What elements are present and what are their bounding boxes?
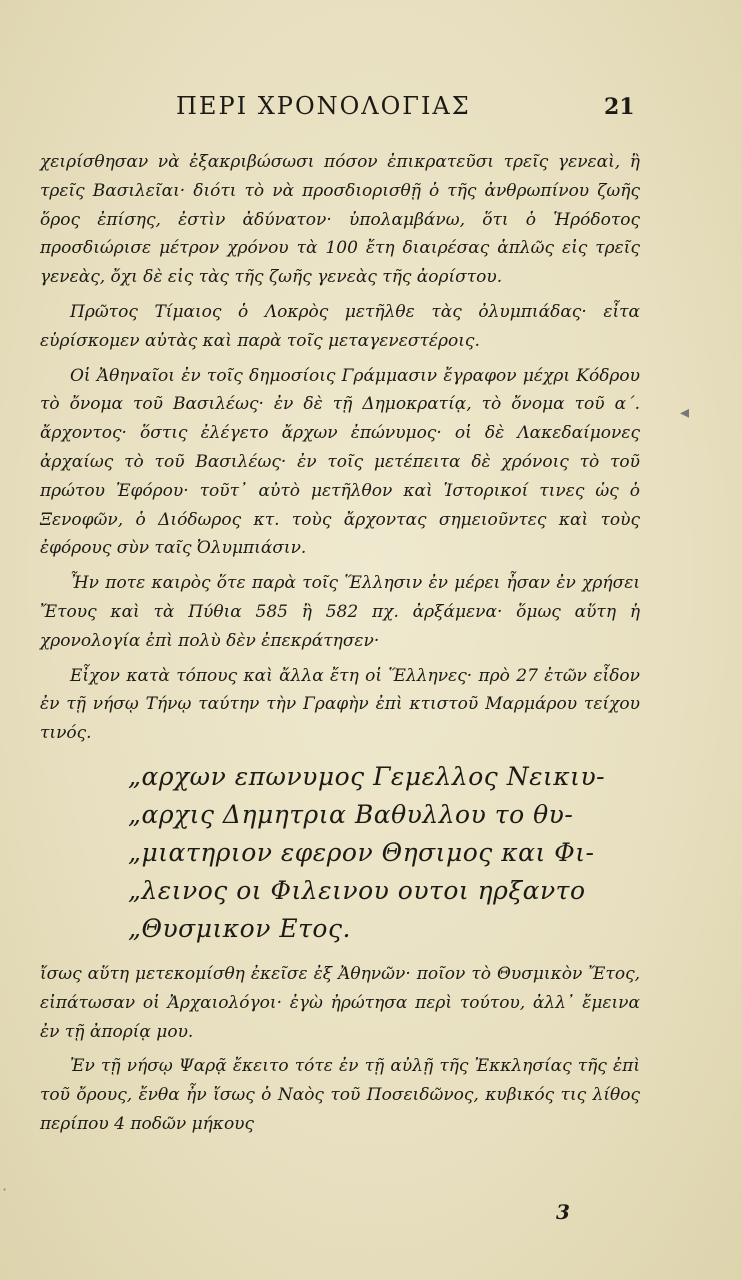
page-header	[0, 92, 742, 122]
page-number: 21	[604, 94, 635, 120]
paragraph-psara: Ἐν τῇ νήσῳ Ψαρᾷ ἔκειτο τότε ἐν τῇ αὐλῇ τῆς Ἐκκλησίας τῆς ἐπὶ τοῦ ὄρους, ἔνθα ἦν ἴσως ὁ Ναὸς τοῦ Ποσειδῶνος, κυβικός τις λίθος περίπου 4 ποδῶν μήκους	[40, 1056, 640, 1134]
inscription-line: „λεινος οι Φιλεινου ουτοι ηρξαντο	[128, 875, 586, 905]
running-title: ΠΕΡΙ ΧΡΟΝΟΛΟΓΙΑΣ	[176, 92, 471, 120]
inscription-line: „αρχις Δημητρια Βαθυλλου το θυ-	[128, 799, 574, 829]
signature-mark: 3	[556, 1200, 570, 1224]
paragraph-continuation: χειρίσθησαν νὰ ἐξακριβώσωσι πόσον ἐπικρατεῦσι τρεῖς γενεαὶ, ἢ τρεῖς Βασιλεῖαι· διότι τὸ νὰ προσδιορισθῇ ὁ τῆς ἀνθρωπίνου ζωῆς ὅρος ἐπίσης, ἐστὶν ἀδύνατον· ὑπολαμβάνω, ὅτι ὁ Ἡρόδοτος προσδιώρισε μέτρον χρόνου τὰ 100 ἔτη διαιρέσας ἁπλῶς εἰς τρεῖς γενεὰς, ὄχι δὲ εἰς τὰς τῆς ζωῆς γενεὰς τῆς ἀορίστου.	[40, 152, 640, 288]
page-body	[40, 148, 640, 1145]
paragraph-tenos: Εἶχον κατὰ τόπους καὶ ἄλλα ἔτη οἱ Ἕλληνες· πρὸ 27 ἐτῶν εἶδον ἐν τῇ νήσῳ Τήνῳ ταύτην τὴν Γραφὴν ἐπὶ κτιστοῦ Μαρμάρου τείχου τινός.	[40, 665, 640, 744]
inscription-line: „μιατηριον εφερον Θησιμος και Φι-	[128, 837, 595, 867]
paragraph-after-inscription: ἴσως αὕτη μετεκομίσθη ἐκεῖσε ἐξ Ἀθηνῶν· ποῖον τὸ Θυσμικὸν Ἔτος, εἰπάτωσαν οἱ Ἀρχαιολόγοι· ἐγὼ ἠρώτησα περὶ τούτου, ἀλλ᾽ ἔμεινα ἐν τῇ ἀπορίᾳ μου.	[40, 963, 640, 1042]
edge-dot-icon: ·	[2, 1180, 8, 1199]
inscription-line: „αρχων επωνυμος Γεμελλος Νεικιυ-	[128, 761, 606, 791]
paragraph-athenians: Οἱ Ἀθηναῖοι ἐν τοῖς δημοσίοις Γράμμασιν ἔγραφον μέχρι Κόδρου τὸ ὄνομα τοῦ Βασιλέως· ἐν δὲ τῇ Δημοκρατίᾳ, τὸ ὄνομα τοῦ α΄. ἄρχοντος· ὅστις ἐλέγετο ἄρχων ἐπώνυμος· οἱ δὲ Λακεδαίμονες ἀρχαίως τὸ τοῦ Βασιλέως· ἐν τοῖς μετέπειτα δὲ χρόνοις τὸ τοῦ πρώτου Ἐφόρου· τοῦτ᾽ αὐτὸ μετῆλθον καὶ Ἱστορικοί τινες ὡς ὁ Ξενοφῶν, ὁ Διόδωρος κτ. τοὺς ἄρχοντας σημειοῦντες καὶ τοὺς ἐφόρους σὺν ταῖς Ὀλυμπιάσιν.	[40, 365, 640, 559]
paragraph-timaeus: Πρῶτος Τίμαιος ὁ Λοκρὸς μετῆλθε τὰς ὀλυμπιάδας· εἶτα εὑρίσκομεν αὐτὰς καὶ παρὰ τοῖς μεταγενεστέροις.	[40, 301, 640, 351]
margin-arrow-icon: ◂	[680, 402, 690, 423]
inscription-quote	[128, 758, 640, 948]
paragraph-pythia: Ἦν ποτε καιρὸς ὅτε παρὰ τοῖς Ἕλλησιν ἐν μέρει ἦσαν ἐν χρήσει Ἔτους καὶ τὰ Πύθια 585 ἢ 582 πχ. ἀρξάμενα· ὅμως αὕτη ἡ χρονολογία ἐπὶ πολὺ δὲν ἐπεκράτησεν·	[40, 573, 640, 651]
inscription-line: „Θυσμικον Ετος.	[128, 913, 351, 943]
